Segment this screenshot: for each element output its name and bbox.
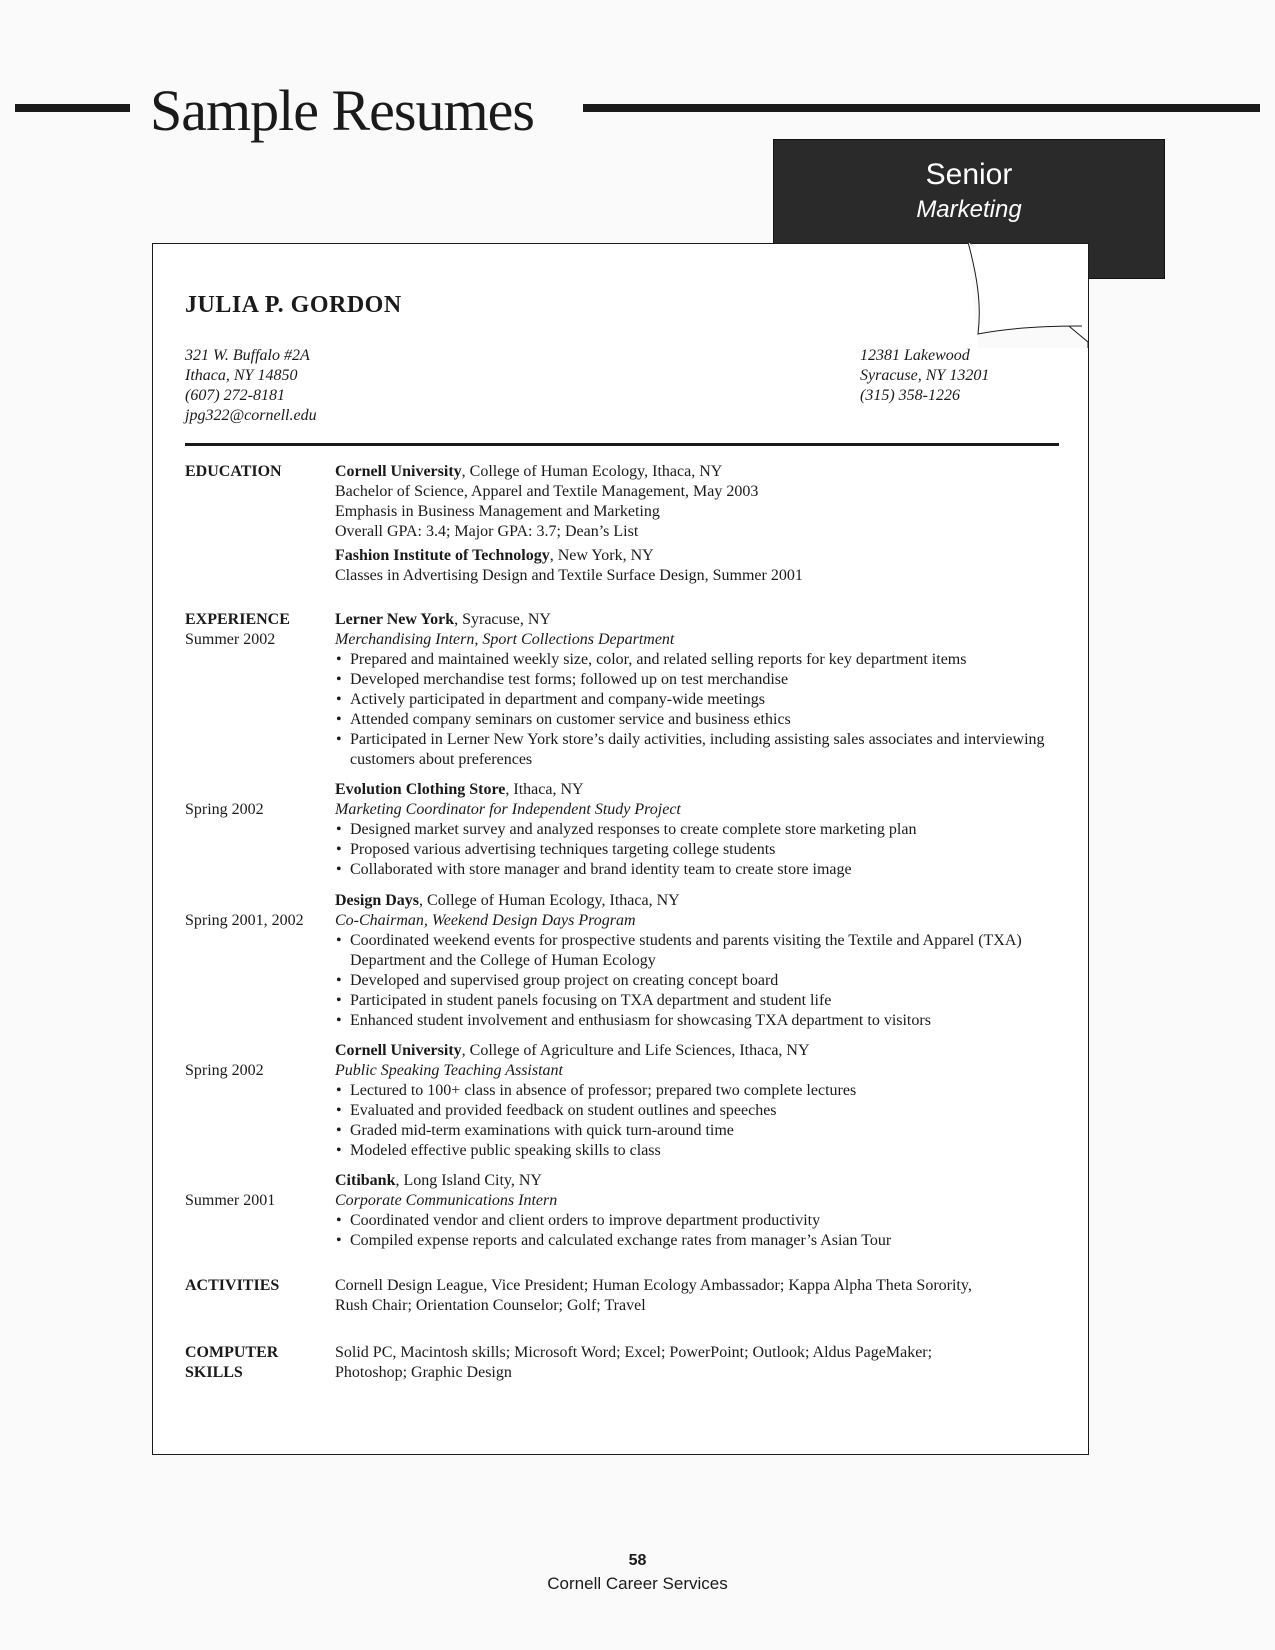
job-date: Spring 2002 (185, 801, 264, 818)
org-line (335, 780, 1065, 800)
page-title: Sample Resumes (150, 78, 534, 143)
org-line (335, 1171, 1065, 1191)
bullet-item: • Designed market survey and analyzed responses to create complete store marketing plan (335, 820, 1065, 840)
bullet-item: • Lectured to 100+ class in absence of professor; prepared two complete lectures (335, 1081, 1065, 1101)
gpa-line: Overall GPA: 3.4; Major GPA: 3.7; Dean’s List (335, 523, 639, 540)
activities-label: ACTIVITIES (185, 1277, 280, 1294)
experience-label: EXPERIENCE (185, 611, 290, 628)
org-name: Citibank (335, 1172, 396, 1189)
bullet-item: • Developed merchandise test forms; followed up on test merchandise (335, 670, 1065, 690)
bullet-item: • Modeled effective public speaking skills to class (335, 1141, 1065, 1161)
org-detail: , College of Human Ecology, Ithaca, NY (461, 463, 723, 480)
computer-skills-label (185, 1343, 278, 1383)
page-number: 58 (628, 1552, 647, 1569)
bullet-item: • Enhanced student involvement and enthusiasm for showcasing TXA department to visitors (335, 1011, 1065, 1031)
org-detail: , Long Island City, NY (395, 1172, 542, 1189)
org-line (335, 891, 1065, 911)
bullet-item: • Participated in Lerner New York store’s daily activities, including assisting sales associates and interviewing customers about preferences (335, 730, 1065, 770)
org-line (335, 1041, 1065, 1061)
skills-line: Photoshop; Graphic Design (335, 1364, 512, 1381)
bullet-list (335, 1211, 1065, 1251)
emphasis-line: Emphasis in Business Management and Marketing (335, 503, 660, 520)
phone: (607) 272-8181 (185, 387, 285, 404)
job-entry (335, 1171, 1065, 1251)
org-name: Design Days (335, 892, 420, 909)
job-date: Spring 2001, 2002 (185, 912, 304, 929)
job-role: Public Speaking Teaching Assistant (335, 1062, 563, 1079)
bullet-item: • Graded mid-term examinations with quick turn-around time (335, 1121, 1065, 1141)
org-detail: , College of Agriculture and Life Sciences, Ithaca, NY (461, 1042, 810, 1059)
job-entry (335, 891, 1065, 1031)
org-detail: , Syracuse, NY (454, 611, 551, 628)
bullet-item: • Compiled expense reports and calculated exchange rates from manager’s Asian Tour (335, 1231, 1065, 1251)
bullet-item: • Actively participated in department and company-wide meetings (335, 690, 1065, 710)
org-name: Cornell University (335, 463, 462, 480)
page-curl-graphic (968, 242, 1091, 348)
local-address (185, 346, 317, 426)
job-date: Summer 2001 (185, 1192, 276, 1209)
bullet-item: • Evaluated and provided feedback on student outlines and speeches (335, 1101, 1065, 1121)
bullet-item: • Collaborated with store manager and brand identity team to create store image (335, 860, 1065, 880)
education-school (335, 546, 1065, 586)
tab-subtitle: Marketing (916, 196, 1022, 223)
bullet-list (335, 650, 1065, 770)
job-role: Marketing Coordinator for Independent Study Project (335, 801, 681, 818)
activities-line: Rush Chair; Orientation Counselor; Golf; Travel (335, 1297, 646, 1314)
computer-skills-text (335, 1343, 1065, 1383)
bullet-item: • Participated in student panels focusing on TXA department and student life (335, 991, 1065, 1011)
bullet-list (335, 931, 1065, 1031)
bullet-item: • Coordinated vendor and client orders to improve department productivity (335, 1211, 1065, 1231)
org-line (335, 610, 1065, 630)
education-school (335, 462, 1065, 542)
job-role: Corporate Communications Intern (335, 1192, 558, 1209)
job-date: Spring 2002 (185, 1062, 264, 1079)
org-name: Lerner New York (335, 611, 455, 628)
bullet-item: • Proposed various advertising techniques targeting college students (335, 840, 1065, 860)
permanent-address (860, 346, 989, 406)
job-date: Summer 2002 (185, 631, 276, 648)
resume-page (152, 243, 1089, 1455)
address-line: Syracuse, NY 13201 (860, 367, 990, 384)
email: jpg322@cornell.edu (185, 407, 317, 424)
address-line: 321 W. Buffalo #2A (185, 347, 310, 364)
header-rule-right (583, 104, 1260, 112)
address-line: Ithaca, NY 14850 (185, 367, 298, 384)
org-name: Cornell University (335, 1042, 462, 1059)
skills-line: Solid PC, Macintosh skills; Microsoft Word; Excel; PowerPoint; Outlook; Aldus PageMaker; (335, 1344, 933, 1361)
footer-text: Cornell Career Services (547, 1574, 728, 1593)
bullet-item: • Attended company seminars on customer service and business ethics (335, 710, 1065, 730)
org-detail: , College of Human Ecology, Ithaca, NY (419, 892, 680, 909)
bullet-list (335, 820, 1065, 880)
activities-text (335, 1276, 1065, 1316)
activities-line: Cornell Design League, Vice President; Human Ecology Ambassador; Kappa Alpha Theta Sorority, (335, 1277, 972, 1294)
job-role: Merchandising Intern, Sport Collections Department (335, 631, 675, 648)
candidate-name: JULIA P. GORDON (185, 292, 402, 318)
label-line: SKILLS (185, 1364, 243, 1381)
bullet-item: • Prepared and maintained weekly size, color, and related selling reports for key department items (335, 650, 1065, 670)
org-name: Evolution Clothing Store (335, 781, 506, 798)
header-rule-left (15, 104, 130, 112)
classes-line: Classes in Advertising Design and Textile Surface Design, Summer 2001 (335, 567, 803, 584)
org-line (335, 546, 1065, 566)
bullet-item: • Developed and supervised group project on creating concept board (335, 971, 1065, 991)
org-name: Fashion Institute of Technology (335, 547, 550, 564)
bullet-list (335, 1081, 1065, 1161)
education-label: EDUCATION (185, 463, 282, 480)
header-divider (185, 443, 1059, 446)
job-entry (335, 1041, 1065, 1161)
label-line: COMPUTER (185, 1344, 279, 1361)
job-entry (335, 610, 1065, 770)
job-role: Co-Chairman, Weekend Design Days Program (335, 912, 636, 929)
org-detail: , New York, NY (549, 547, 654, 564)
phone: (315) 358-1226 (860, 387, 960, 404)
degree-line: Bachelor of Science, Apparel and Textile Management, May 2003 (335, 483, 759, 500)
org-line (335, 462, 1065, 482)
bullet-item: • Coordinated weekend events for prospective students and parents visiting the Textile and Apparel (TXA) Department and the College of Human Ecology (335, 931, 1065, 971)
org-detail: , Ithaca, NY (505, 781, 584, 798)
job-entry (335, 780, 1065, 880)
tab-title: Senior (925, 158, 1013, 191)
address-line: 12381 Lakewood (860, 347, 970, 364)
